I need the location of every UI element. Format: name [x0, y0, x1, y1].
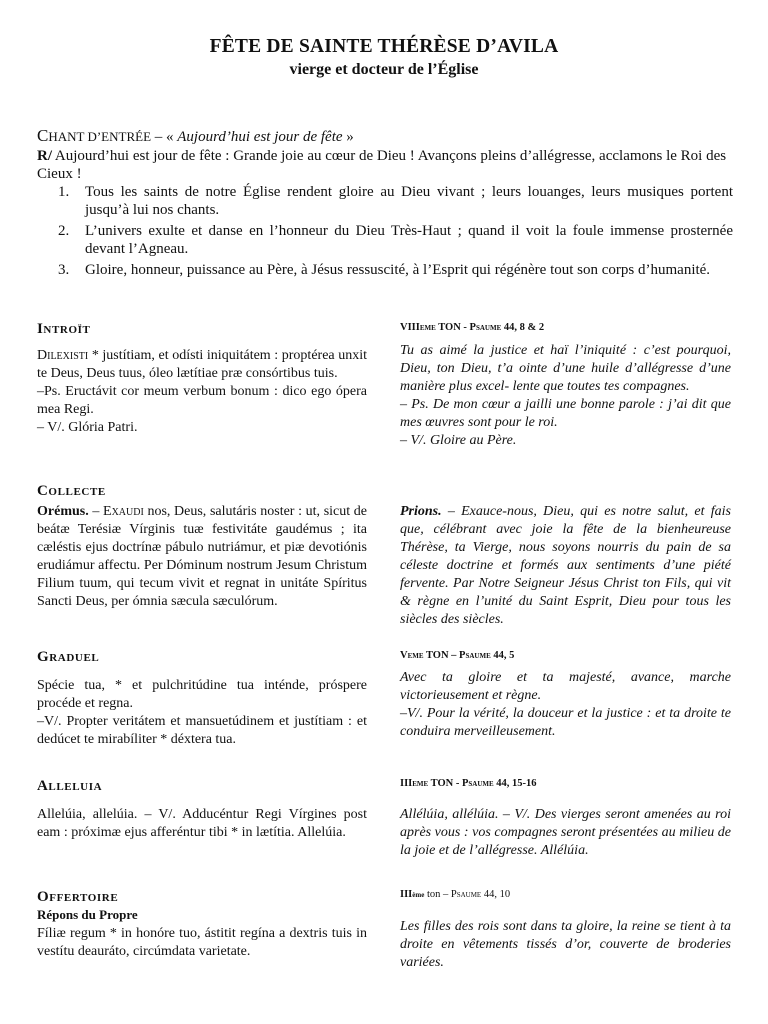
offertoire-latin: Fíliæ regum * in honóre tuo, ástitit regína a dextris tuis in vestítu deauráto, circúmdata varietate. [37, 926, 367, 959]
collecte-latin-lead: Orémus. [37, 504, 89, 519]
verse-text: Gloire, honneur, puissance au Père, à Jésus ressuscité, à l’Esprit qui régénère tout son corps d’humanité. [85, 262, 711, 278]
ton-label: TON – [423, 650, 460, 661]
ton-reference: 44, 10 [481, 889, 511, 900]
introit-french-line: – Ps. De mon cœur a jailli une bonne parole : j’ai dit que mes œuvres sont pour le roi. [400, 397, 731, 430]
ton-psalm: Psaume [459, 650, 491, 661]
alleluia-heading: Alleluia [37, 778, 103, 794]
chant-heading [37, 126, 354, 146]
introit-ton [400, 322, 544, 333]
graduel-french-line: –V/. Pour la vérité, la douceur et la justice : et ta droite te conduira merveilleusement. [400, 706, 731, 739]
ton-label: TON - [428, 778, 462, 789]
ton-reference: 44, 15-16 [493, 778, 537, 789]
ton-numeral: VIII [400, 322, 420, 333]
ton-reference: 44, 8 & 2 [501, 322, 545, 333]
offertoire-french: Les filles des rois sont dans ta gloire, la reine se tient à ta droite en vêtements tissés d’or, couverte de broderies variées. [400, 919, 731, 970]
ton-label: TON - [435, 322, 470, 333]
page-subtitle: vierge et docteur de l’Église [289, 61, 479, 78]
introit-french-line: Tu as aimé la justice et haï l’iniquité : c’est pourquoi, Dieu, ton Dieu, t’a ointe d’une huile d’allégresse d’une manière plus excel- lente que toutes tes compagnes. [400, 343, 731, 394]
verse-number: 3. [58, 262, 70, 278]
chant-heading-close: » [342, 129, 354, 145]
graduel-latin [37, 677, 367, 749]
ton-reference: 44, 5 [490, 650, 515, 661]
collecte-french-text: – Exauce-nous, Dieu, qui es notre salut, et fais que, célébrant avec joie la fête de la bienheureuse Thérèse, ta Vierge, nous soyons nourris du pain de sa céleste doctrine et formés aux sentiments d’une piété fervente. Par Notre Seigneur Jésus Christ ton Fils, qui vit & règne en l’unité du Saint Esprit, Dieu pour tous les siècles des siècles. [400, 504, 731, 627]
graduel-ton [400, 650, 514, 661]
collecte-latin-dash: – [88, 504, 104, 519]
verse-number: 1. [58, 184, 70, 200]
graduel-french-line: Avec ta gloire et ta majesté, avance, marche victorieusement et règne. [400, 670, 731, 703]
ton-numeral: V [400, 650, 408, 661]
introit-latin-line: –Ps. Eructávit cor meum verbum bonum : dico ego ópera mea Regi. [37, 384, 367, 417]
verse-text: L’univers exulte et danse en l’honneur du Dieu Très-Haut ; quand il voit la foule immense prosternée devant l’Agneau. [85, 223, 733, 257]
collecte-french-lead: Prions. [400, 504, 442, 519]
ton-suffix: EME [407, 652, 424, 660]
introit-french-line: – V/. Gloire au Père. [400, 433, 517, 448]
chant-heading-title: Aujourd’hui est jour de fête [177, 129, 343, 145]
introit-heading: Introït [37, 321, 91, 337]
collecte-latin [37, 503, 367, 611]
chant-heading-rest: HANT D’ENTRÉE [48, 129, 152, 144]
offertoire-subheading: Répons du Propre [37, 907, 138, 922]
chant-verse [37, 183, 733, 219]
ton-suffix: EME [412, 780, 429, 788]
chant-verse [37, 261, 733, 279]
chant-verses [37, 183, 733, 282]
alleluia-french: Allélúia, allélúia. – V/. Des vierges seront amenées au roi après vous : vos compagnes seront présentées au milieu de la joie et de l’allégresse. Allélúia. [400, 807, 731, 858]
ton-suffix: ème [412, 891, 425, 899]
collecte-french [400, 503, 731, 629]
verse-text: Tous les saints de notre Église rendent gloire au Dieu vivant ; leurs louanges, leurs musiques portent jusqu’à lui nos chants. [85, 184, 733, 218]
collecte-latin-text: nos, Deus, salutáris noster : ut, sicut de beátæ Terésiæ Vírginis tuæ festivitáte gaudémus ; ita cæléstis ejus doctrínæ pábulo nutriámur, et piæ devotiónis erudiámur affectu. Per Dóminum nostrum Jesum Christum Filium tuum, qui tecum vivit et regnat in unitáte Spíritus Sancti Deus, per ómnia sæcula sæculórum. [37, 504, 367, 609]
ton-psalm: Psaume [450, 889, 482, 900]
introit-latin [37, 347, 367, 437]
chant-verse [37, 222, 733, 258]
chant-refrain [37, 147, 733, 183]
introit-latin-line: – V/. Glória Patri. [37, 420, 138, 435]
refrain-text: Aujourd’hui est jour de fête : Grande joie au cœur de Dieu ! Avançons pleins d’allégresse, acclamons le Roi des Cieux ! [37, 148, 727, 182]
ton-suffix: EME [419, 324, 436, 332]
ton-psalm: Psaume [461, 778, 494, 789]
refrain-mark: R/ [37, 148, 52, 164]
graduel-latin-line: Spécie tua, * et pulchritúdine tua inténde, próspere procéde et regna. [37, 678, 367, 711]
verse-number: 2. [58, 223, 70, 239]
introit-incipit: Dilexisti [37, 348, 89, 363]
introit-french [400, 342, 731, 450]
ton-label: ton – [424, 889, 451, 900]
collecte-latin-incipit: Exaudi [103, 504, 144, 519]
offertoire-ton [400, 889, 510, 900]
introit-latin-line: * justítiam, et odísti iniquitátem : proptérea unxit te Deus, Deus tuus, óleo lætítiae præ consórtibus tuis. [37, 348, 367, 381]
alleluia-ton [400, 778, 537, 789]
ton-numeral: III [400, 889, 413, 900]
chant-heading-first: C [37, 126, 49, 145]
graduel-french [400, 669, 731, 741]
offertoire-heading: Offertoire [37, 889, 119, 905]
alleluia-latin: Allelúia, allelúia. – V/. Adducéntur Regi Vírgines post eam : próximæ ejus afferéntur tibi * in lætítia. Allelúia. [37, 807, 367, 840]
page-title: FÊTE DE SAINTE THÉRÈSE D’AVILA [209, 36, 559, 57]
collecte-heading: Collecte [37, 483, 106, 499]
graduel-heading: Graduel [37, 649, 100, 665]
ton-psalm: Psaume [469, 322, 502, 333]
graduel-latin-line: –V/. Propter veritátem et mansuetúdinem et justítiam : et dedúcet te mirabíliter * déxtera tua. [37, 714, 367, 747]
ton-numeral: III [400, 778, 413, 789]
chant-heading-dash: – « [151, 129, 178, 145]
